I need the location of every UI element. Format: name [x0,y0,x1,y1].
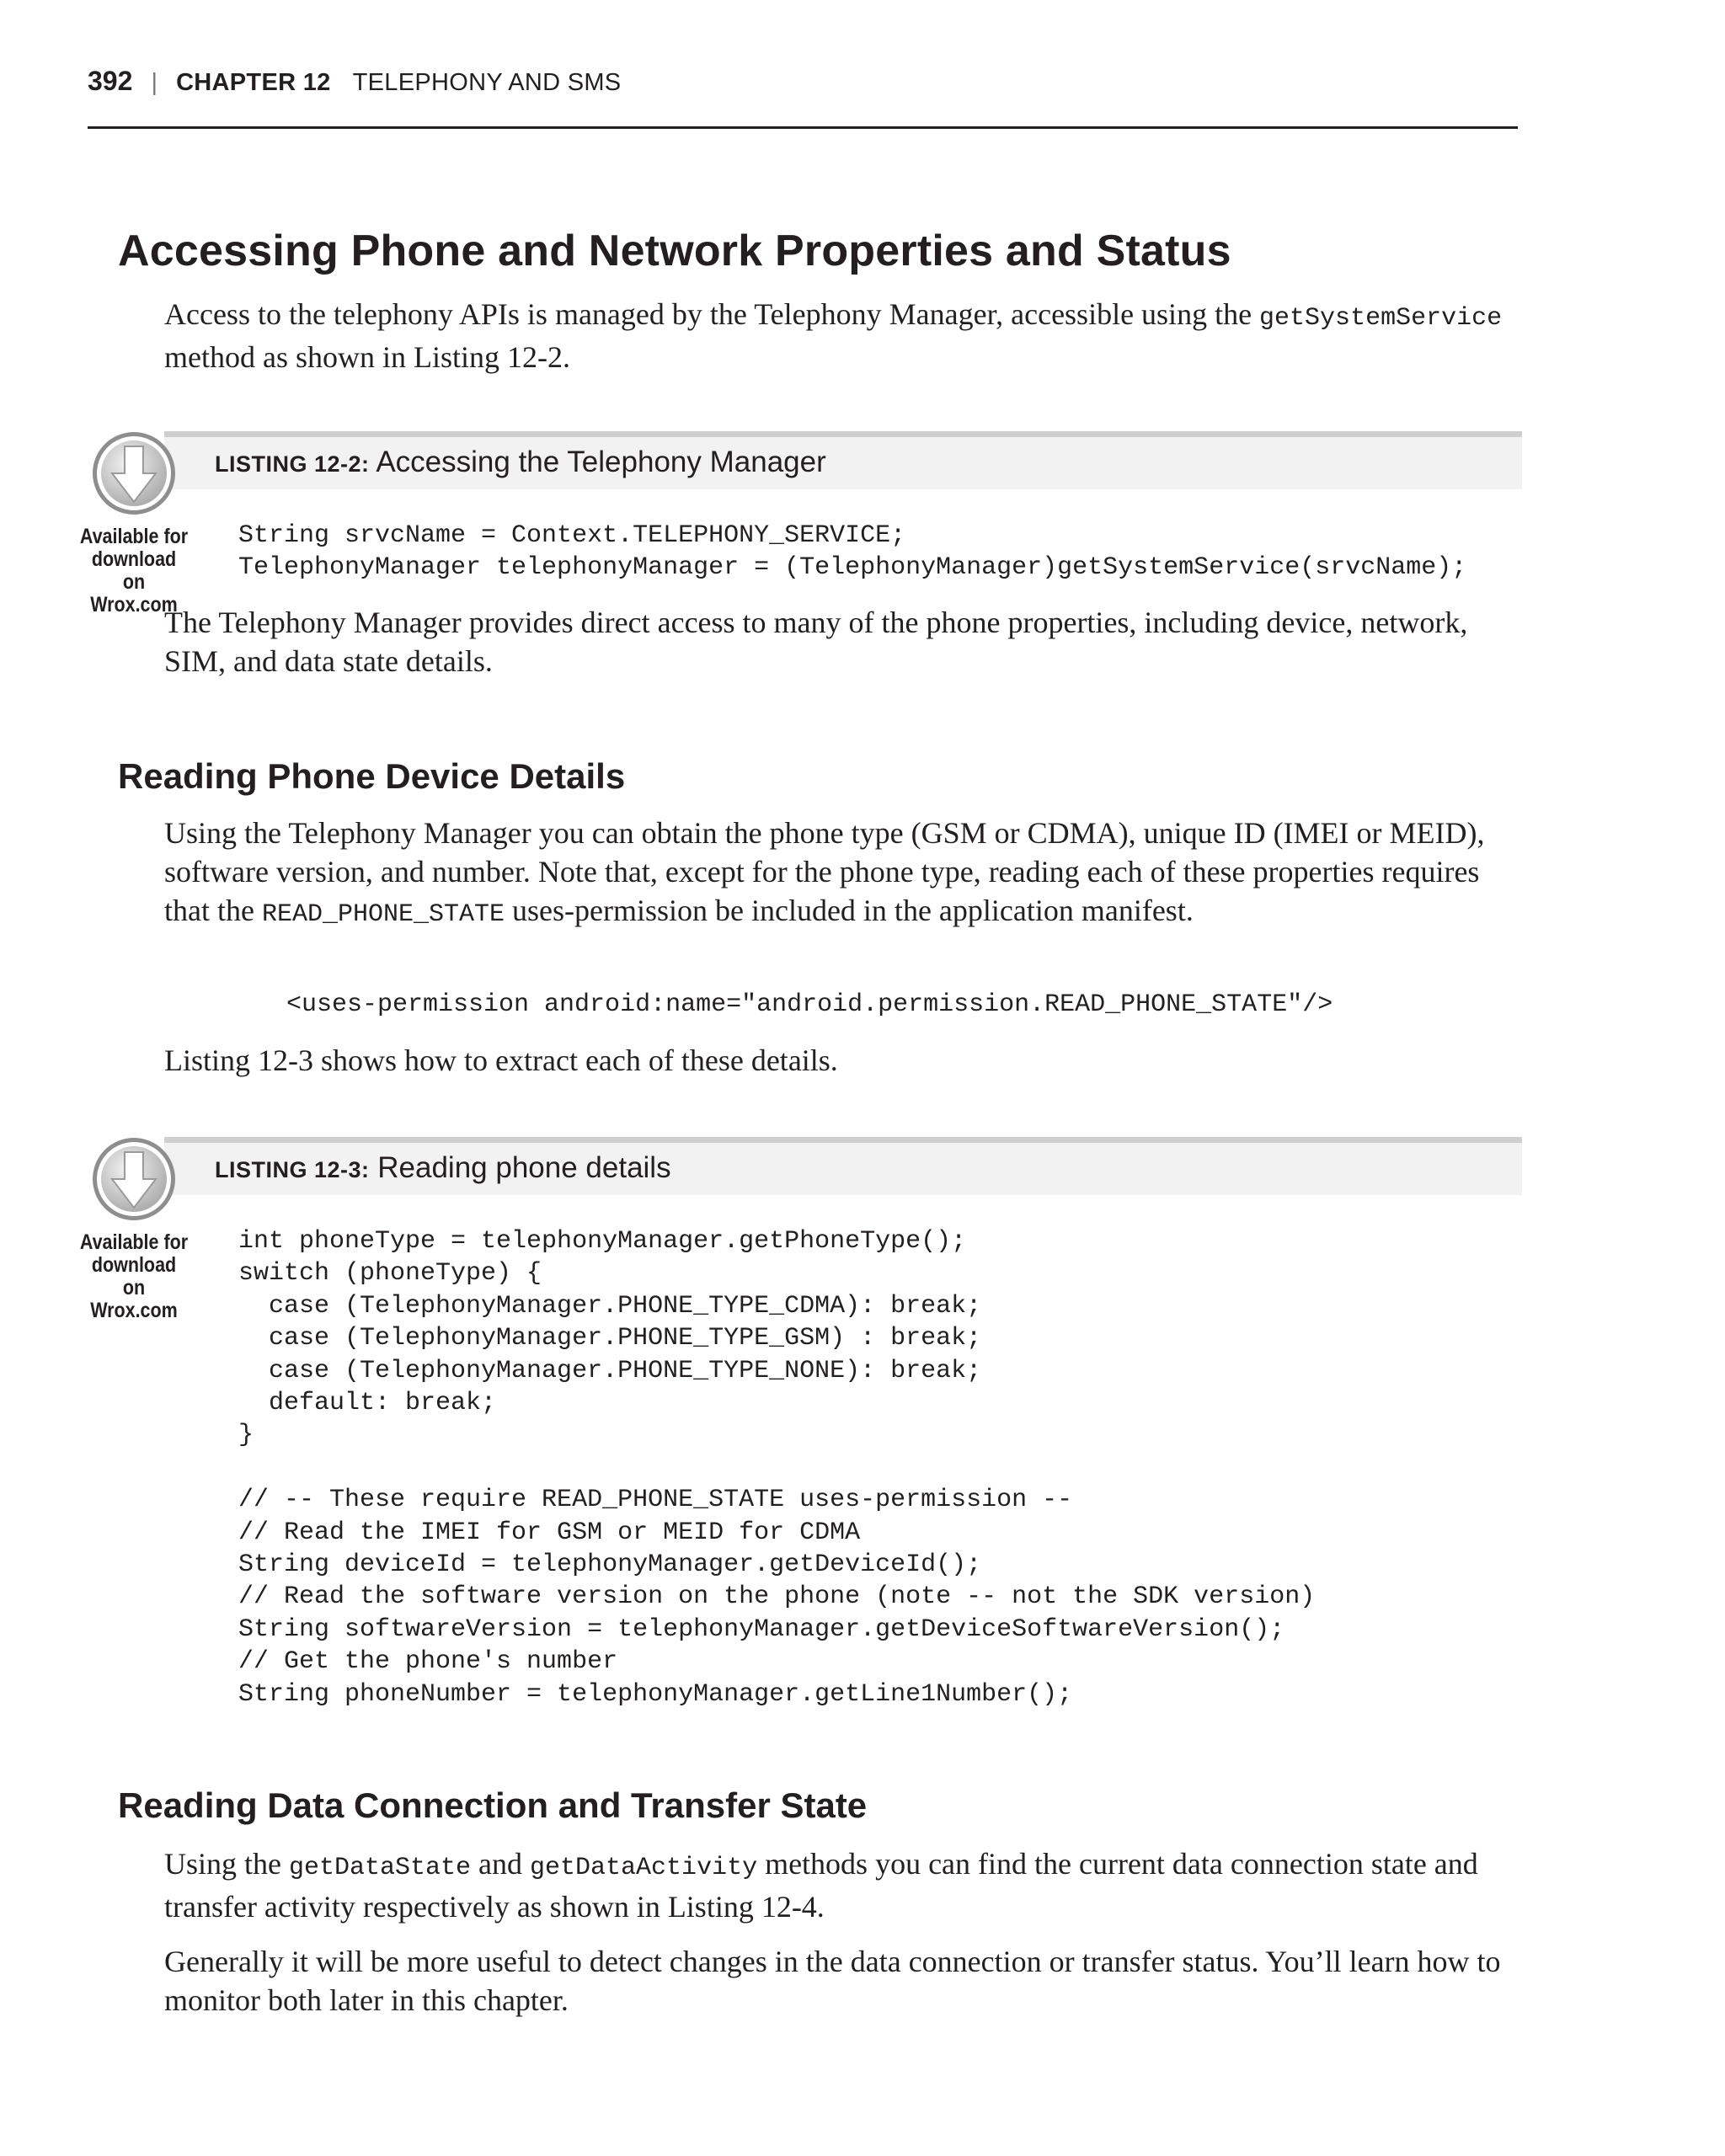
data-code-getdataactivity: getDataActivity [530,1854,758,1882]
data-text-b: and [471,1847,531,1881]
listing-reference-paragraph: Listing 12-3 shows how to extract each of these details. [164,1043,838,1077]
badge-text: Available for download on Wrox.com [79,1230,189,1322]
data-state-paragraph [164,1844,1522,1926]
listing-12-2-title [215,446,826,479]
header-separator: | [151,69,158,96]
listing-12-2-header [164,431,1522,489]
listing-12-3-code: int phoneType = telephonyManager.getPhoneType(); switch (phoneType) { case (TelephonyManager.PHONE_TYPE_CDMA): break; case (TelephonyManager.PHONE_TYPE_GSM) : break; case (TelephonyManager.PHONE_TYPE_NONE): break; default: break; } // -- These require READ_PHONE_STATE uses-permission -- // Read the IMEI for GSM or MEID for CDMA String deviceId = telephonyManager.getDeviceId(); // Read the software version on the phone (note -- not the SDK version) String softwareVersion = telephonyManager.getDeviceSoftwareVersion(); // Get the phone's number String phoneNumber = telephonyManager.getLine1Number(); [238,1227,1316,1709]
download-arrow-icon [90,1135,178,1223]
intro-text-2: method as shown in Listing 12-2. [164,340,570,374]
chapter-title: TELEPHONY AND SMS [352,69,622,96]
listing-12-3-label: LISTING 12-3: [215,1157,370,1182]
listing-12-2-caption: Accessing the Telephony Manager [369,446,826,478]
intro-paragraph [164,295,1522,376]
permission-code: <uses-permission android:name="android.permission.READ_PHONE_STATE"/> [286,990,1333,1019]
data-monitor-paragraph: Generally it will be more useful to detect changes in the data connection or transfer status. You’ll learn how to monitor both later in this chapter. [164,1945,1501,2017]
download-badge-12-2[interactable] [71,430,197,616]
listing-12-2-code: String srvcName = Context.TELEPHONY_SERVICE; TelephonyManager telephonyManager = (TelephonyManager)getSystemService(srvcName); [238,521,1467,583]
device-text-a: Using the Telephony Manager you can obtain the phone type (GSM or CDMA), unique ID (IMEI or MEID), software version, and number. Note that, except for the phone type, reading each of these properties requires that the [164,816,1485,927]
telephony-manager-paragraph: The Telephony Manager provides direct access to many of the phone properties, including device, network, SIM, and data state details. [164,606,1468,678]
page-number: 392 [88,66,133,96]
device-text-b: uses-permission be included in the application manifest. [505,894,1194,927]
listing-12-2-label: LISTING 12-2: [215,451,370,477]
listing-12-3-header [164,1137,1522,1195]
intro-code: getSystemService [1259,304,1503,333]
device-code-permission: READ_PHONE_STATE [261,900,505,929]
data-text-c: methods you can find the current data connection state and transfer activity respectively as shown in Listing 12-4. [164,1847,1478,1924]
data-code-getdatastate: getDataState [289,1854,472,1882]
listing-12-3-caption: Reading phone details [369,1151,671,1184]
data-text-a: Using the [164,1847,289,1881]
badge-text: Available for download on Wrox.com [79,525,189,616]
download-badge-12-3[interactable] [71,1135,197,1322]
subsection-title-device: Reading Phone Device Details [118,756,626,796]
section-title: Accessing Phone and Network Properties and Status [118,227,1231,275]
header-rule [88,126,1518,129]
intro-text-1: Access to the telephony APIs is managed by the Telephony Manager, accessible using the [164,297,1252,331]
subsection-title-data: Reading Data Connection and Transfer State [118,1785,868,1825]
running-header [88,66,621,97]
device-details-paragraph [164,814,1522,934]
download-arrow-icon [90,430,178,517]
chapter-label: CHAPTER 12 [176,69,331,96]
listing-12-3-title [215,1151,671,1185]
